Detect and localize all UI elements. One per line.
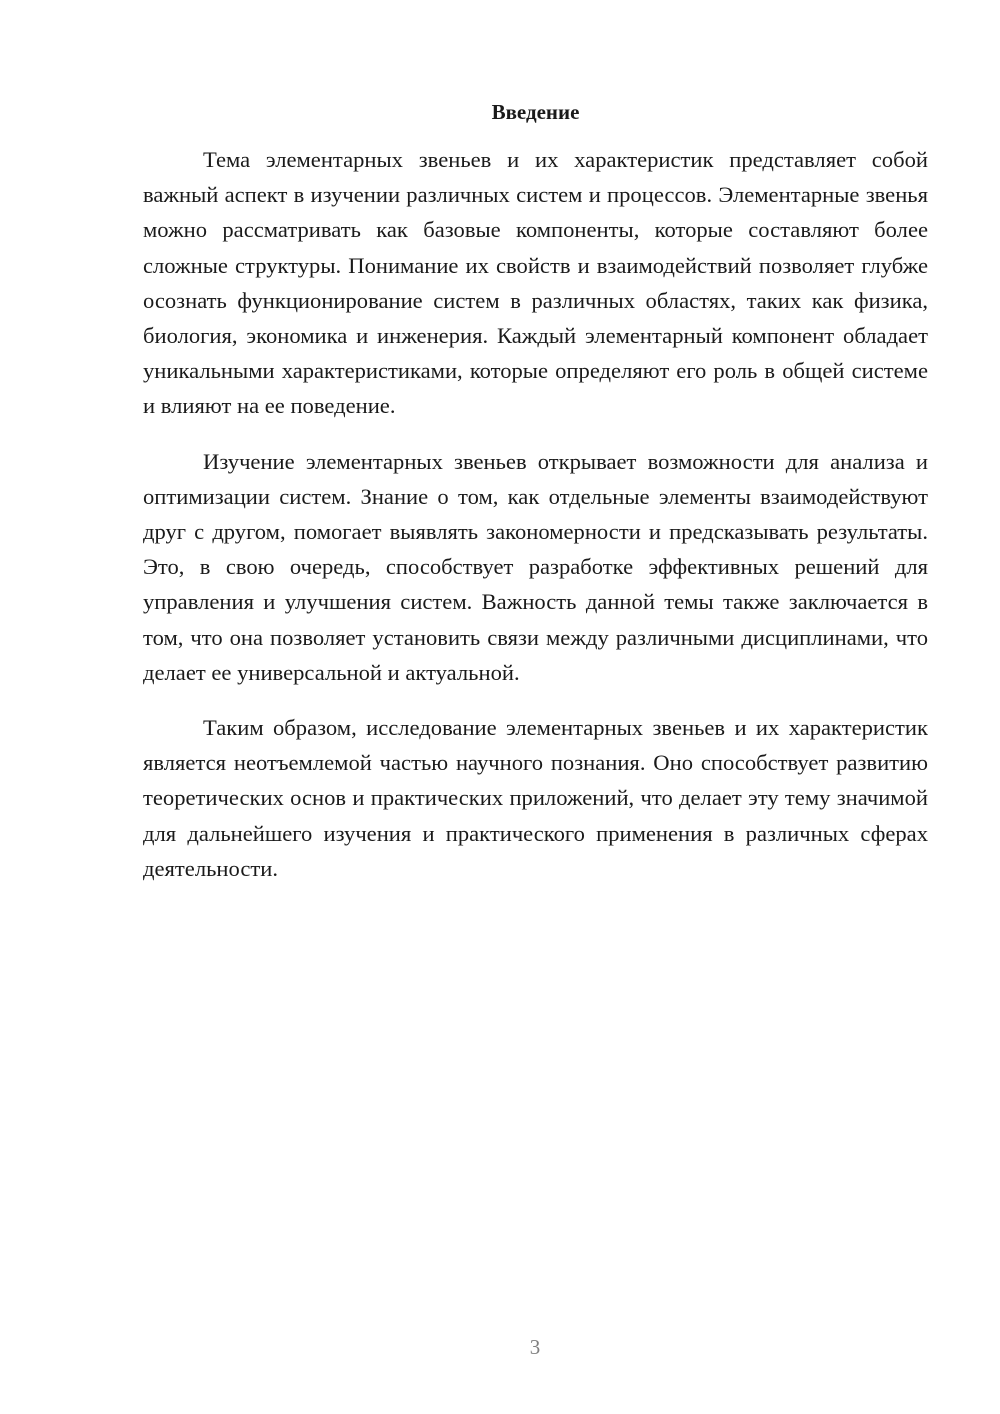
page-number: 3 — [529, 1335, 541, 1359]
body-text — [143, 142, 928, 906]
section-heading: Введение — [491, 100, 580, 124]
paragraph-1: Тема элементарных звеньев и их характеристик представляет собой важный аспект в изучении различных систем и процессов. Элементарные звенья можно рассматривать как базовые компоненты, которые составляют более сложные структуры. Понимание их свойств и взаимодействий позволяет глубже осознать функционирование систем в различных областях, таких как физика, биология, экономика и инженерия. Каждый элементарный компонент обладает уникальными характеристиками, которые определяют его роль в общей системе и влияют на ее поведение. — [143, 147, 928, 419]
paragraph-3: Таким образом, исследование элементарных звеньев и их характеристик является неотъемлемой частью научного познания. Оно способствует развитию теоретических основ и практических приложений, что делает эту тему значимой для дальнейшего изучения и практического применения в различных сферах деятельности. — [143, 715, 928, 881]
paragraph-2: Изучение элементарных звеньев открывает возможности для анализа и оптимизации систем. Знание о том, как отдельные элементы взаимодействуют друг с другом, помогает выявлять закономерности и предсказывать результаты. Это, в свою очередь, способствует разработке эффективных решений для управления и улучшения систем. Важность данной темы также заключается в том, что она позволяет установить связи между различными дисциплинами, что делает ее универсальной и актуальной. — [143, 448, 928, 685]
